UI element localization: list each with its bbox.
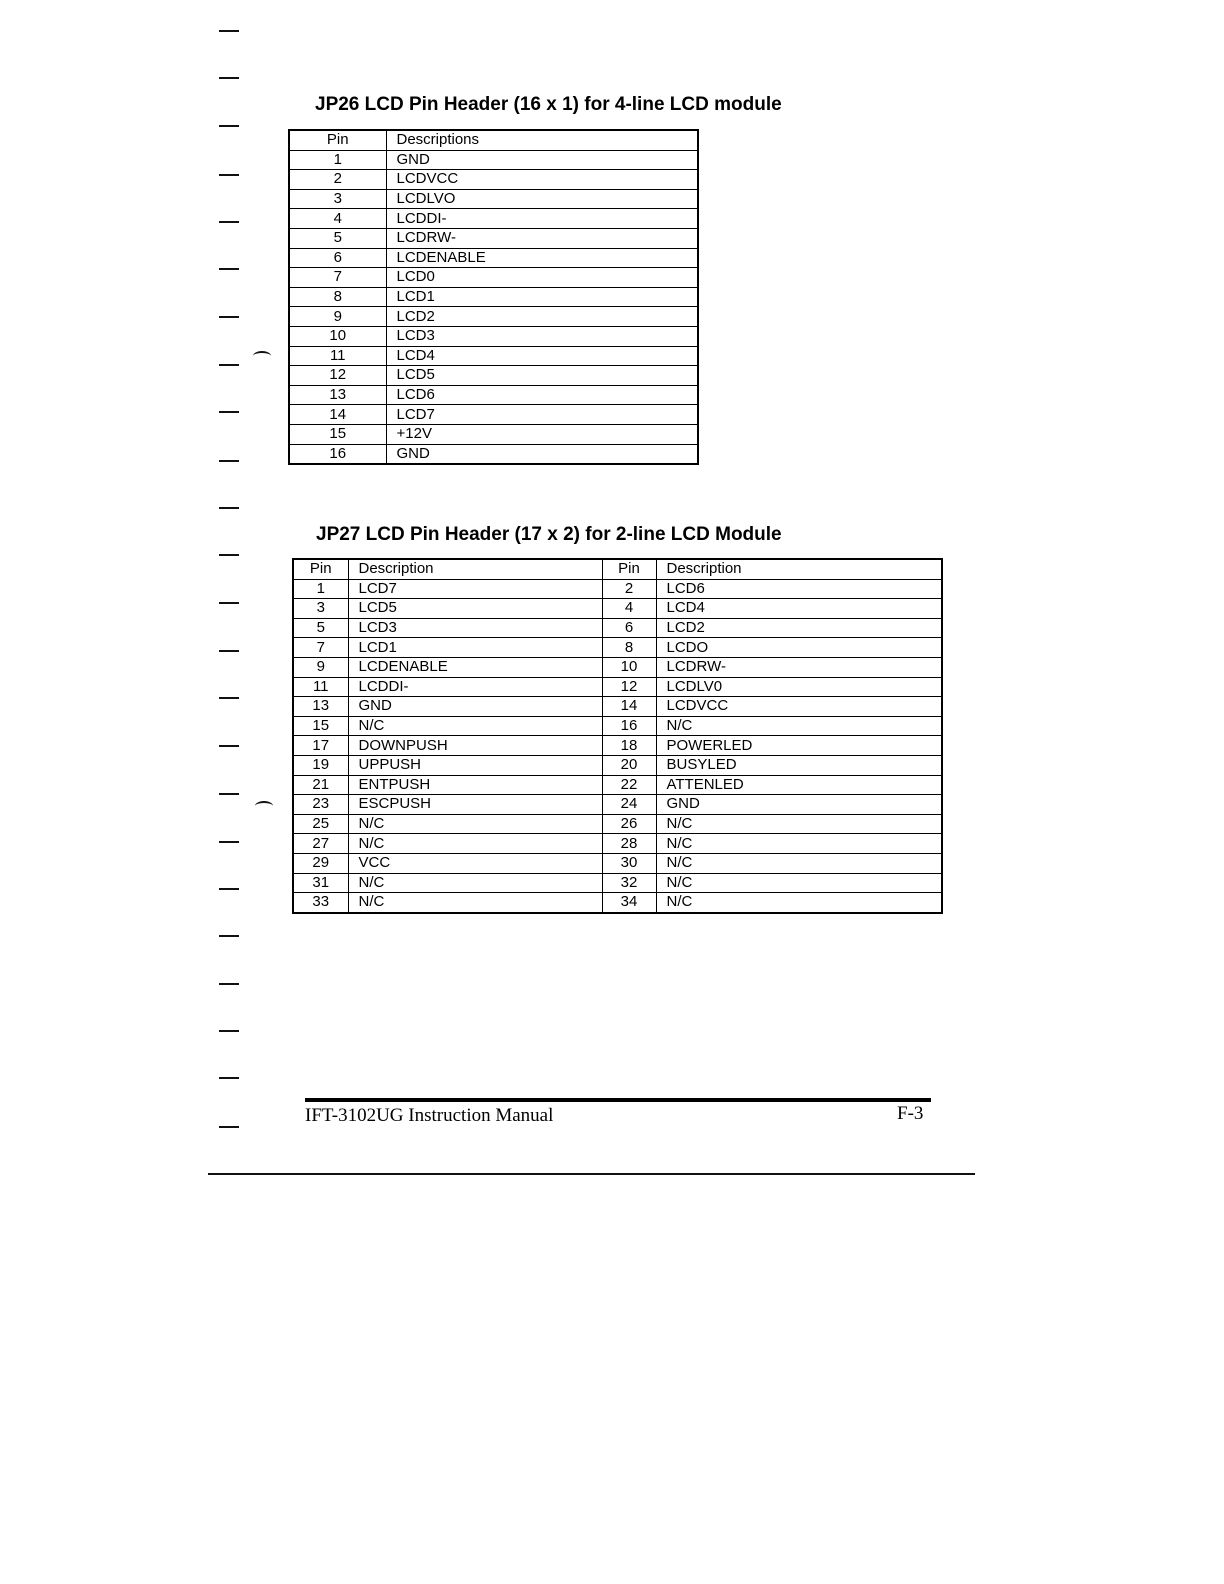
pin-description-cell: N/C [656, 873, 942, 893]
table-row [293, 814, 942, 834]
margin-tick [219, 1126, 239, 1128]
table-row [289, 248, 698, 268]
pin-description-cell: N/C [656, 716, 942, 736]
table-row [289, 170, 698, 190]
pin-number-cell: 20 [602, 755, 656, 775]
pin-number-cell: 21 [293, 775, 348, 795]
pin-number-cell: 30 [602, 853, 656, 873]
pin-description-cell: LCD5 [386, 366, 698, 386]
column-header-pin: Pin [602, 559, 656, 579]
margin-tick [219, 221, 239, 223]
pin-description-cell: GND [348, 697, 602, 717]
pin-description-cell: VCC [348, 853, 602, 873]
pin-description-cell: POWERLED [656, 736, 942, 756]
pin-description-cell: LCD5 [348, 599, 602, 619]
column-header-description: Descriptions [386, 130, 698, 150]
table-row [289, 346, 698, 366]
page-number: F-3 [897, 1103, 924, 1124]
pin-number-cell: 11 [293, 677, 348, 697]
margin-tick [219, 983, 239, 985]
pin-number-cell: 13 [293, 697, 348, 717]
pin-number-cell: 9 [289, 307, 386, 327]
pin-description-cell: LCDO [656, 638, 942, 658]
margin-tick [219, 125, 239, 127]
jp27-title: JP27 LCD Pin Header (17 x 2) for 2-line LCD Module [316, 524, 782, 545]
table-row [293, 657, 942, 677]
table-row [289, 366, 698, 386]
pin-description-cell: LCDDI- [348, 677, 602, 697]
footer-rule [305, 1098, 931, 1102]
pin-number-cell: 25 [293, 814, 348, 834]
pin-description-cell: N/C [348, 716, 602, 736]
jp26-pin-table [288, 129, 699, 465]
margin-tick [219, 268, 239, 270]
pin-number-cell: 8 [289, 287, 386, 307]
pin-description-cell: ESCPUSH [348, 795, 602, 815]
table-row [289, 209, 698, 229]
table-row [289, 424, 698, 444]
pin-number-cell: 3 [289, 189, 386, 209]
scan-mark [253, 351, 271, 361]
table-row [289, 307, 698, 327]
table-row [293, 638, 942, 658]
pin-number-cell: 5 [289, 228, 386, 248]
pin-description-cell: GND [386, 444, 698, 464]
pin-description-cell: LCDENABLE [386, 248, 698, 268]
pin-number-cell: 31 [293, 873, 348, 893]
pin-number-cell: 22 [602, 775, 656, 795]
margin-tick [219, 364, 239, 366]
pin-number-cell: 24 [602, 795, 656, 815]
column-header-pin: Pin [293, 559, 348, 579]
table-header-row [289, 130, 698, 150]
jp27-rows [293, 579, 942, 913]
pin-description-cell: LCD3 [348, 618, 602, 638]
pin-description-cell: ATTENLED [656, 775, 942, 795]
pin-description-cell: LCD1 [348, 638, 602, 658]
pin-description-cell: N/C [656, 814, 942, 834]
pin-number-cell: 6 [602, 618, 656, 638]
pin-description-cell: LCD2 [386, 307, 698, 327]
pin-number-cell: 1 [289, 150, 386, 170]
pin-number-cell: 33 [293, 893, 348, 913]
pin-description-cell: N/C [656, 853, 942, 873]
pin-number-cell: 14 [602, 697, 656, 717]
pin-number-cell: 3 [293, 599, 348, 619]
pin-description-cell: LCDENABLE [348, 657, 602, 677]
table-row [293, 795, 942, 815]
pin-description-cell: LCDVCC [656, 697, 942, 717]
table-row [293, 755, 942, 775]
table-row [293, 873, 942, 893]
margin-tick [219, 460, 239, 462]
pin-description-cell: LCD6 [386, 385, 698, 405]
table-row [293, 893, 942, 913]
pin-number-cell: 34 [602, 893, 656, 913]
pin-number-cell: 28 [602, 834, 656, 854]
pin-description-cell: BUSYLED [656, 755, 942, 775]
pin-number-cell: 7 [293, 638, 348, 658]
table-header-row [293, 559, 942, 579]
pin-description-cell: GND [656, 795, 942, 815]
pin-description-cell: LCDRW- [656, 657, 942, 677]
margin-tick [219, 174, 239, 176]
pin-number-cell: 15 [289, 424, 386, 444]
pin-description-cell: N/C [656, 893, 942, 913]
margin-tick [219, 1030, 239, 1032]
table-row [293, 716, 942, 736]
column-header-description: Description [656, 559, 942, 579]
margin-tick [219, 77, 239, 79]
pin-description-cell: N/C [348, 873, 602, 893]
pin-number-cell: 14 [289, 405, 386, 425]
pin-description-cell: LCDLV0 [656, 677, 942, 697]
pin-description-cell: LCD3 [386, 326, 698, 346]
pin-number-cell: 2 [289, 170, 386, 190]
pin-number-cell: 17 [293, 736, 348, 756]
margin-tick [219, 935, 239, 937]
table-row [289, 150, 698, 170]
pin-description-cell: UPPUSH [348, 755, 602, 775]
margin-tick [219, 316, 239, 318]
margin-tick [219, 602, 239, 604]
pin-description-cell: LCD2 [656, 618, 942, 638]
pin-number-cell: 13 [289, 385, 386, 405]
jp27-pin-table [292, 558, 943, 914]
margin-tick [219, 30, 239, 32]
table-row [293, 599, 942, 619]
pin-number-cell: 18 [602, 736, 656, 756]
column-header-pin: Pin [289, 130, 386, 150]
margin-tick [219, 888, 239, 890]
table-row [289, 405, 698, 425]
pin-description-cell: N/C [348, 893, 602, 913]
pin-number-cell: 29 [293, 853, 348, 873]
pin-number-cell: 4 [289, 209, 386, 229]
pin-number-cell: 15 [293, 716, 348, 736]
pin-description-cell: LCDDI- [386, 209, 698, 229]
pin-number-cell: 6 [289, 248, 386, 268]
pin-description-cell: GND [386, 150, 698, 170]
table-row [293, 834, 942, 854]
pin-number-cell: 1 [293, 579, 348, 599]
margin-tick [219, 793, 239, 795]
pin-description-cell: LCD7 [386, 405, 698, 425]
table-row [293, 853, 942, 873]
table-row [289, 268, 698, 288]
table-row [293, 736, 942, 756]
table-row [289, 385, 698, 405]
table-row [289, 228, 698, 248]
table-row [293, 775, 942, 795]
pin-number-cell: 8 [602, 638, 656, 658]
pin-number-cell: 7 [289, 268, 386, 288]
pin-number-cell: 12 [602, 677, 656, 697]
pin-number-cell: 19 [293, 755, 348, 775]
table-row [293, 618, 942, 638]
pin-description-cell: N/C [656, 834, 942, 854]
pin-number-cell: 5 [293, 618, 348, 638]
table-row [289, 326, 698, 346]
pin-description-cell: ENTPUSH [348, 775, 602, 795]
pin-number-cell: 16 [602, 716, 656, 736]
pin-number-cell: 32 [602, 873, 656, 893]
pin-number-cell: 26 [602, 814, 656, 834]
pin-description-cell: DOWNPUSH [348, 736, 602, 756]
pin-number-cell: 12 [289, 366, 386, 386]
pin-description-cell: N/C [348, 834, 602, 854]
jp26-rows [289, 150, 698, 464]
margin-tick [219, 841, 239, 843]
pin-number-cell: 4 [602, 599, 656, 619]
pin-description-cell: LCD6 [656, 579, 942, 599]
pin-description-cell: LCDVCC [386, 170, 698, 190]
pin-number-cell: 10 [602, 657, 656, 677]
scan-mark [255, 801, 273, 811]
margin-tick [219, 650, 239, 652]
table-row [293, 677, 942, 697]
pin-number-cell: 11 [289, 346, 386, 366]
margin-tick [219, 554, 239, 556]
pin-description-cell: LCDLVO [386, 189, 698, 209]
pin-description-cell: N/C [348, 814, 602, 834]
margin-tick [219, 697, 239, 699]
pin-description-cell: LCD4 [656, 599, 942, 619]
table-row [289, 444, 698, 464]
table-row [289, 189, 698, 209]
page-bottom-rule [208, 1173, 975, 1175]
pin-number-cell: 10 [289, 326, 386, 346]
column-header-description: Description [348, 559, 602, 579]
pin-number-cell: 23 [293, 795, 348, 815]
pin-description-cell: LCD0 [386, 268, 698, 288]
pin-description-cell: LCD4 [386, 346, 698, 366]
pin-number-cell: 16 [289, 444, 386, 464]
pin-description-cell: LCD7 [348, 579, 602, 599]
pin-description-cell: LCD1 [386, 287, 698, 307]
table-row [289, 287, 698, 307]
pin-number-cell: 9 [293, 657, 348, 677]
pin-number-cell: 2 [602, 579, 656, 599]
table-row [293, 697, 942, 717]
footer-manual-title: IFT-3102UG Instruction Manual [305, 1105, 554, 1126]
margin-tick [219, 745, 239, 747]
margin-tick [219, 411, 239, 413]
margin-tick [219, 1077, 239, 1079]
pin-description-cell: +12V [386, 424, 698, 444]
pin-number-cell: 27 [293, 834, 348, 854]
table-row [293, 579, 942, 599]
jp26-title: JP26 LCD Pin Header (16 x 1) for 4-line LCD module [315, 94, 782, 115]
pin-description-cell: LCDRW- [386, 228, 698, 248]
margin-tick [219, 507, 239, 509]
